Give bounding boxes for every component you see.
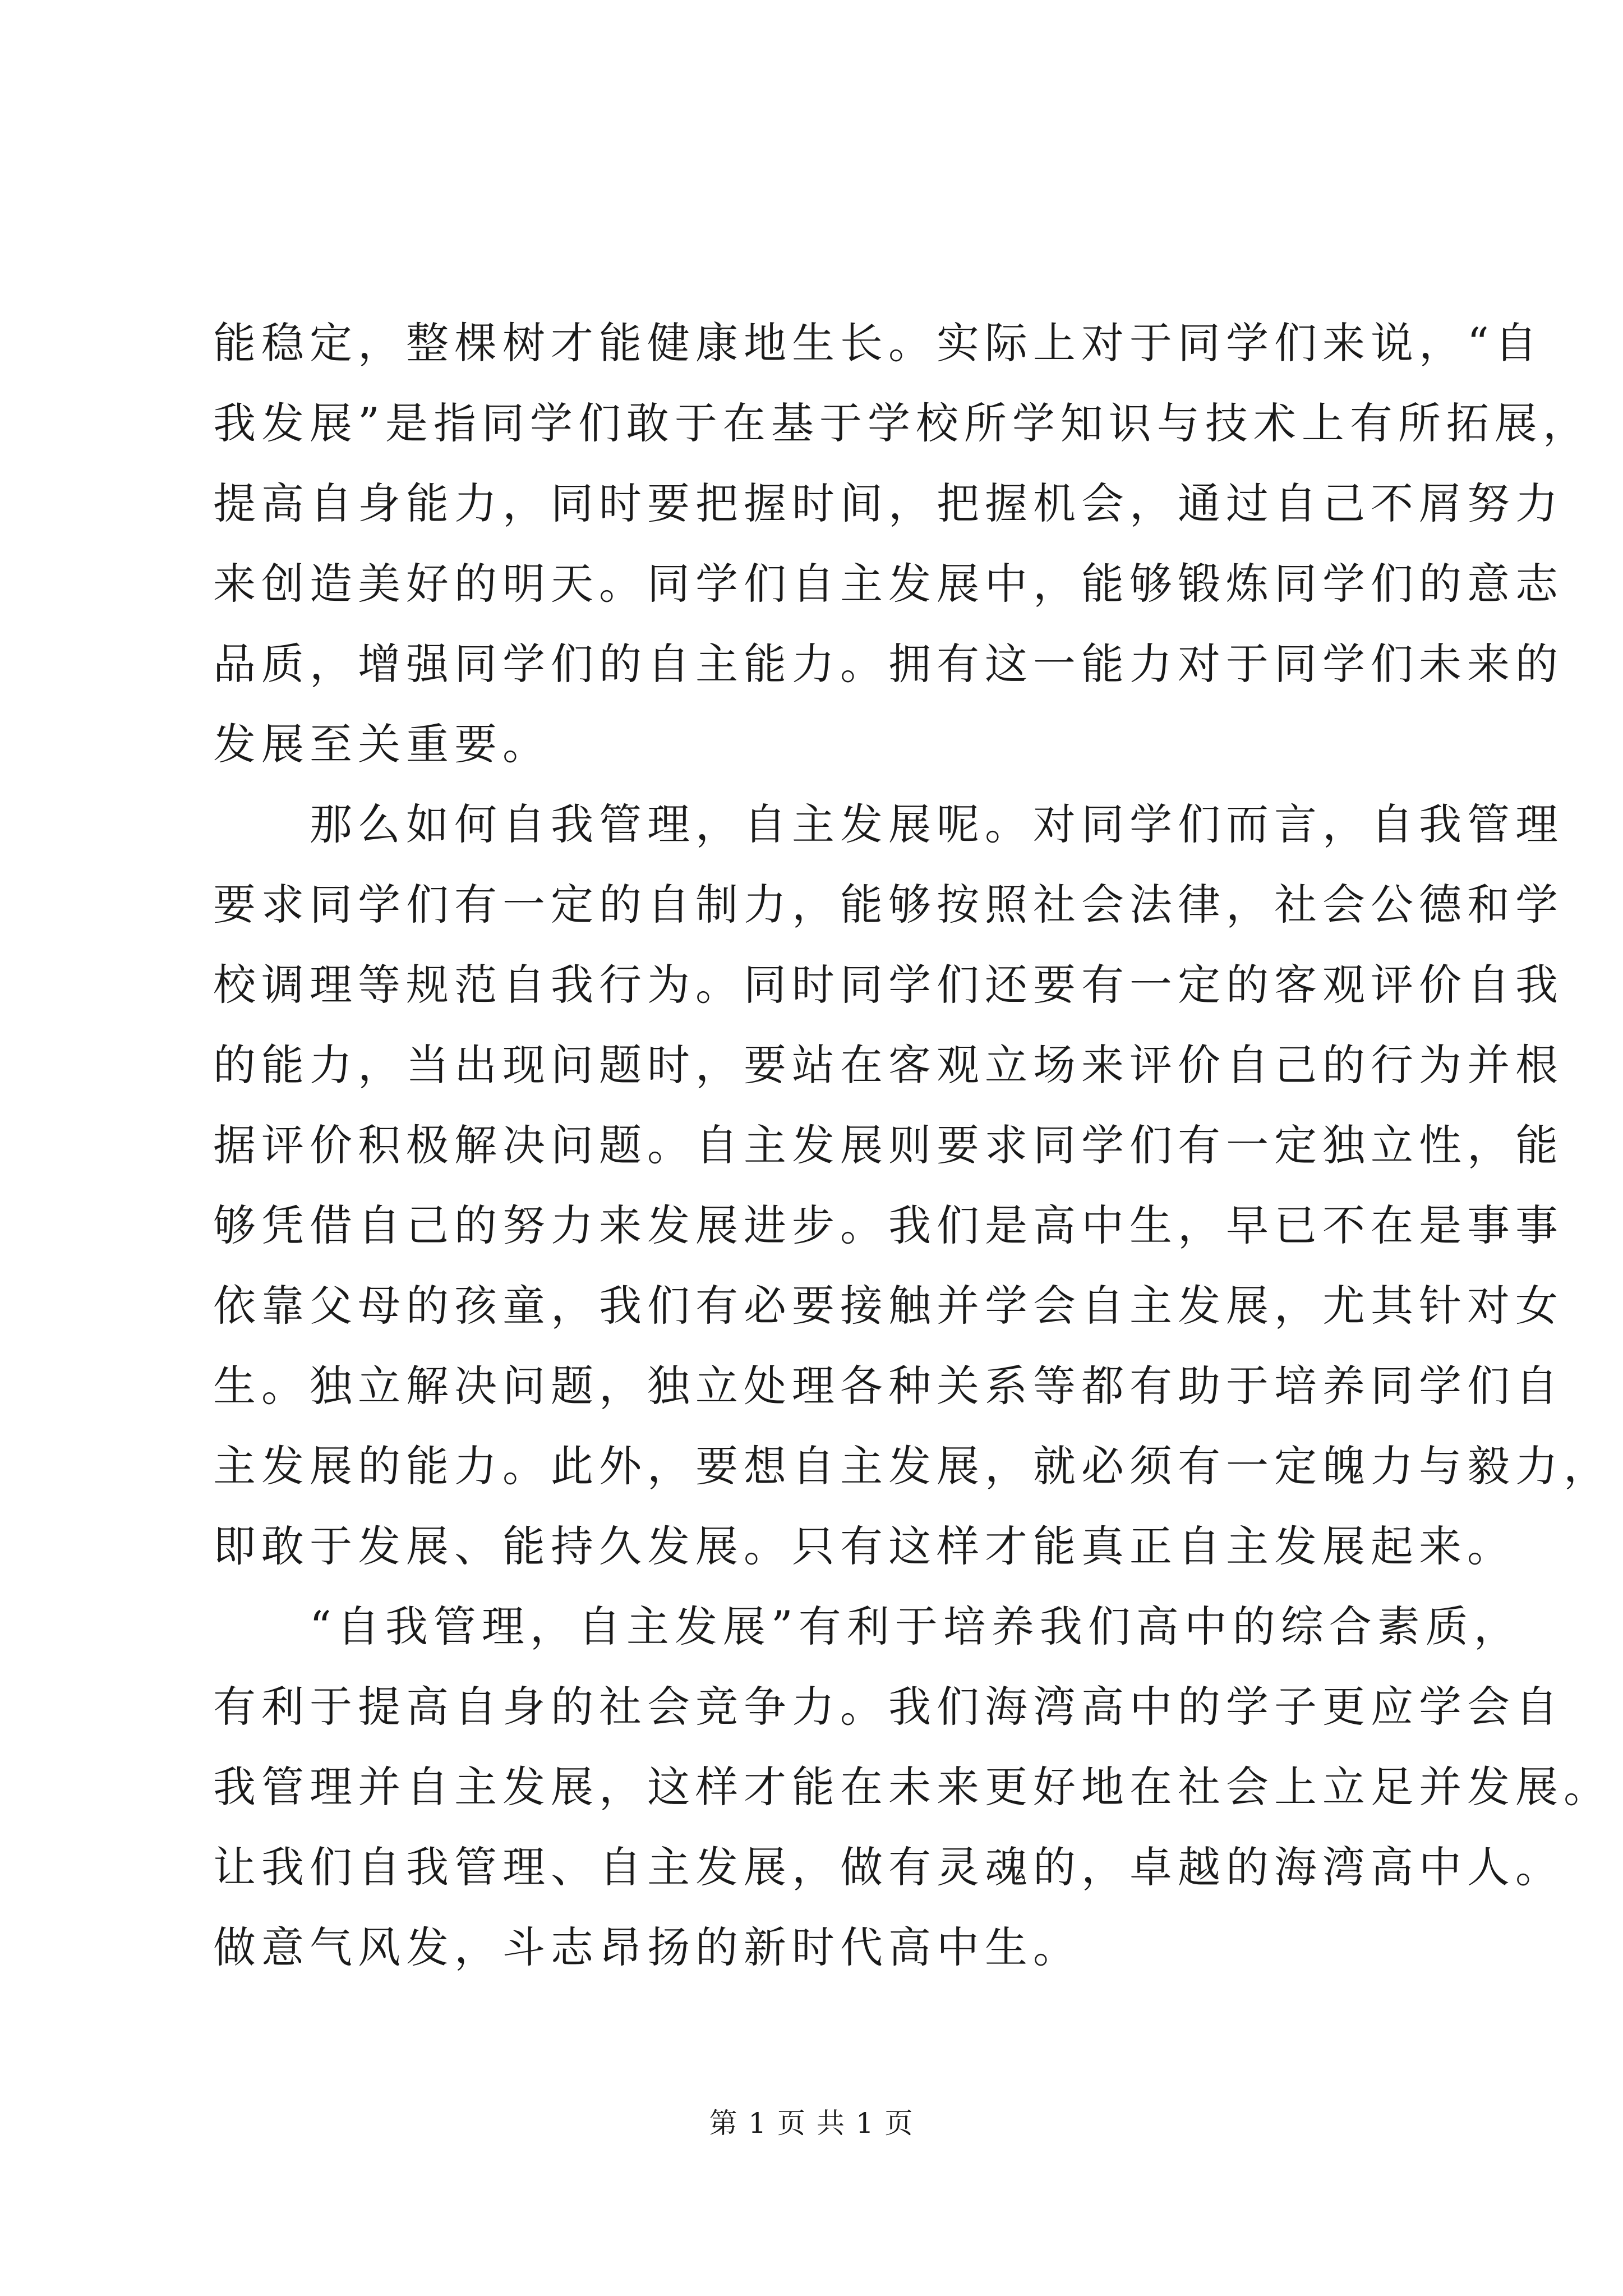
page-footer [0, 2106, 1623, 2140]
text-line: 提高自身能力，同时要把握时间，把握机会，通过自己不屑努力 [213, 478, 1564, 528]
text-line: 要求同学们有一定的自制力，能够按照社会法律，社会公德和学 [213, 880, 1564, 930]
text-line: 主发展的能力。此外，要想自主发展，就必须有一定魄力与毅力， [213, 1441, 1612, 1491]
text-line: 我管理并自主发展，这样才能在未来更好地在社会上立足并发展。 [213, 1762, 1612, 1812]
text-line: 我发展”是指同学们敢于在基于学校所学知识与技术上有所拓展， [213, 398, 1591, 448]
text-line: 依靠父母的孩童，我们有必要接触并学会自主发展，尤其针对女 [213, 1281, 1564, 1331]
text-line: 校调理等规范自我行为。同时同学们还要有一定的客观评价自我 [213, 960, 1564, 1010]
page-number: 第 1 页 共 1 页 [709, 2107, 914, 2139]
text-line: 发展至关重要。 [213, 719, 551, 769]
text-line: 够凭借自己的努力来发展进步。我们是高中生，早已不在是事事 [213, 1200, 1564, 1250]
text-line: 来创造美好的明天。同学们自主发展中，能够锻炼同学们的意志 [213, 559, 1564, 609]
text-line: 品质，增强同学们的自主能力。拥有这一能力对于同学们未来的 [213, 639, 1564, 689]
text-line: 即敢于发展、能持久发展。只有这样才能真正自主发展起来。 [213, 1521, 1515, 1571]
text-line: 生。独立解决问题，独立处理各种关系等都有助于培养同学们自 [213, 1361, 1564, 1411]
text-line: 让我们自我管理、自主发展，做有灵魂的，卓越的海湾高中人。 [213, 1842, 1564, 1892]
text-line: 做意气风发，斗志昂扬的新时代高中生。 [213, 1922, 1081, 1972]
text-line: 据评价积极解决问题。自主发展则要求同学们有一定独立性，能 [213, 1120, 1564, 1170]
text-line: 有利于提高自身的社会竞争力。我们海湾高中的学子更应学会自 [213, 1682, 1564, 1732]
text-line: 能稳定，整棵树才能健康地生长。实际上对于同学们来说，“自 [213, 318, 1543, 368]
text-line: 那么如何自我管理，自主发展呢。对同学们而言，自我管理 [213, 799, 1564, 849]
document-body [213, 303, 1612, 1987]
text-line: 的能力，当出现问题时，要站在客观立场来评价自己的行为并根 [213, 1040, 1564, 1090]
text-line: “自我管理，自主发展”有利于培养我们高中的综合素质， [213, 1602, 1522, 1651]
